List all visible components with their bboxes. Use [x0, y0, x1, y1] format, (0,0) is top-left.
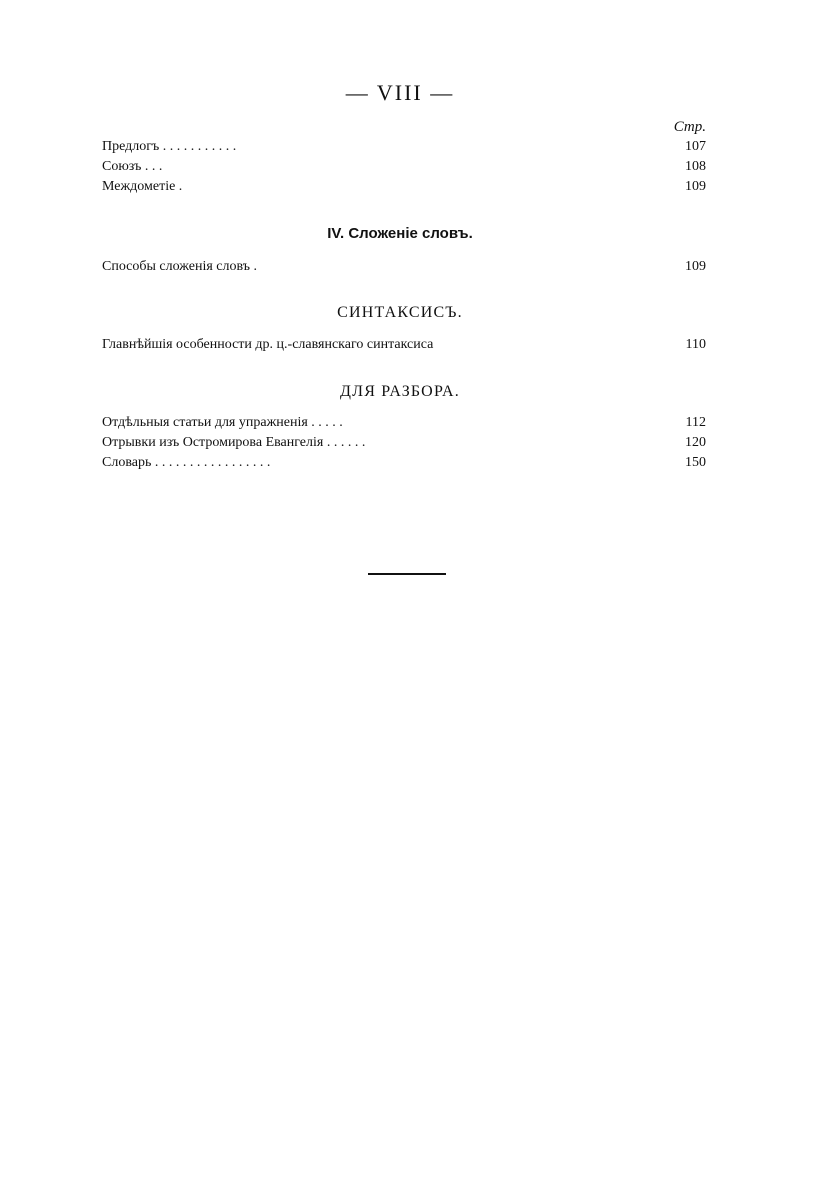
toc-entry-title: Междометіе . — [102, 179, 183, 194]
toc-entry — [102, 335, 706, 355]
toc-entry-page: 107 — [685, 139, 706, 154]
page-column-label: Стр. — [673, 119, 706, 135]
toc-entry-page: 120 — [685, 435, 706, 450]
toc-entry — [102, 433, 706, 453]
toc-entry-page: 109 — [685, 179, 706, 194]
toc-entry-page: 109 — [685, 259, 706, 274]
toc-entry — [102, 453, 706, 473]
toc-entry-page: 108 — [685, 159, 706, 174]
toc-entry-title: Словарь . . . . . . . . . . . . . . . . . — [102, 455, 271, 470]
section-heading-word-formation: IV. Сложеніе словъ. — [327, 225, 473, 242]
toc-entry-page: 150 — [685, 455, 706, 470]
toc-entry — [102, 137, 706, 157]
toc-entry — [102, 177, 706, 197]
toc-entry-title: Предлогъ . . . . . . . . . . . — [102, 139, 237, 154]
section-heading-syntax: СИНТАКСИСЪ. — [337, 304, 463, 321]
toc-entry-title: Отрывки изъ Остромирова Евангелія . . . . . . — [102, 435, 366, 450]
toc-entry — [102, 157, 706, 177]
closing-rule — [368, 573, 446, 575]
toc-entry-title: Отдѣльныя статьи для упражненія . . . . . — [102, 415, 343, 430]
toc-entry-title: Способы сложенія словъ . — [102, 259, 257, 274]
toc-entry — [102, 413, 706, 433]
toc-entry-page: 110 — [685, 337, 706, 352]
toc-entry-title: Союзъ . . . — [102, 159, 163, 174]
page-number: — VIII — — [345, 80, 455, 105]
toc-entry-title: Главнѣйшія особенности др. ц.-славянскаго синтаксиса — [102, 337, 434, 352]
toc-entry — [102, 257, 706, 277]
section-heading-for-analysis: ДЛЯ РАЗБОРА. — [340, 383, 460, 400]
toc-entry-page: 112 — [685, 415, 706, 430]
